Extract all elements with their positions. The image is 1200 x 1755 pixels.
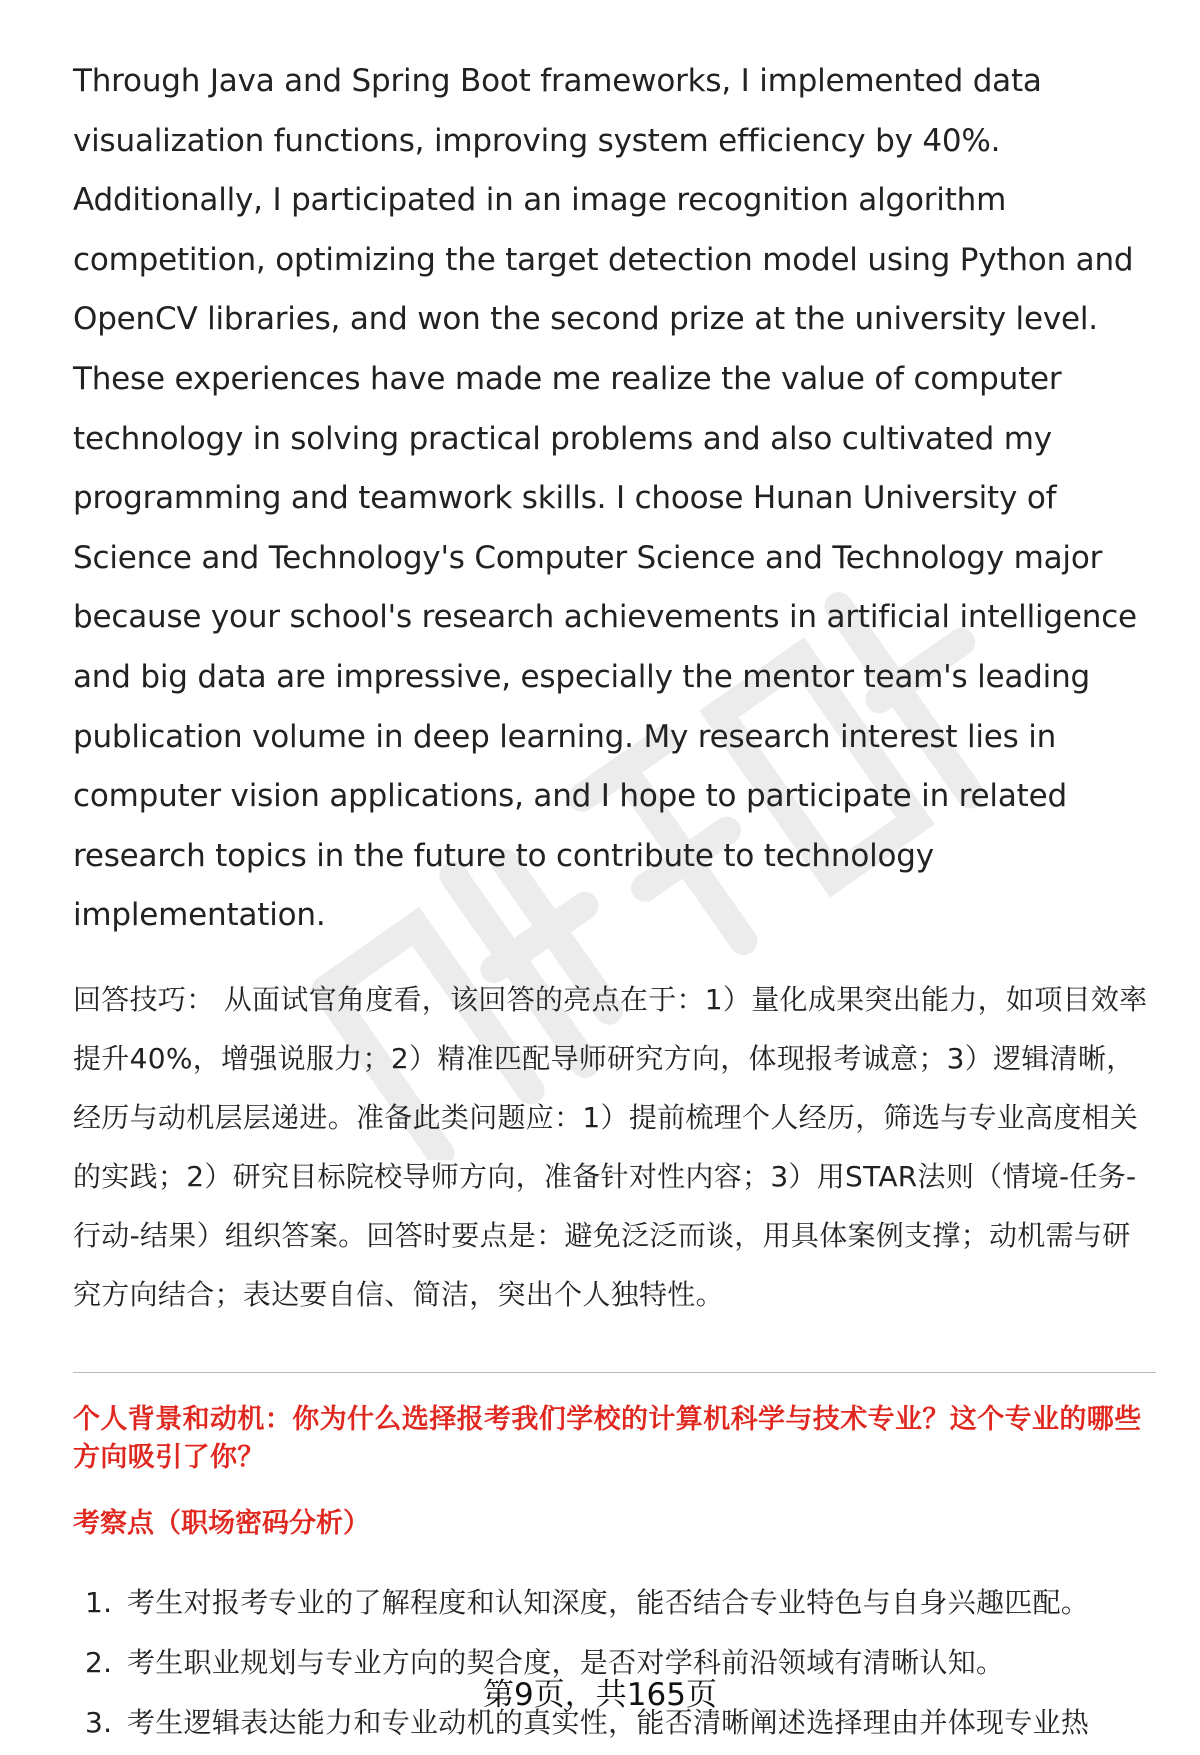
- page-number: 第9页，共165页: [483, 1677, 717, 1713]
- main-content: [73, 52, 1153, 1753]
- list-item-text: 考生对报考专业的了解程度和认知深度，能否结合专业特色与自身兴趣匹配。: [127, 1585, 1090, 1619]
- assessment-heading: 考察点（职场密码分析）: [73, 1507, 370, 1539]
- list-item-text: 考生职业规划与专业方向的契合度，是否对学科前沿领域有清晰认知。: [127, 1645, 1005, 1679]
- assessment-list: [73, 1573, 1153, 1753]
- question-title: 个人背景和动机：你为什么选择报考我们学校的计算机科学与技术专业？这个专业的哪些方向吸引了你？: [73, 1403, 1142, 1473]
- list-item-text: 考生逻辑表达能力和专业动机的真实性，能否清晰阐述选择理由并体现专业热: [127, 1705, 1090, 1739]
- list-item-number: 1.: [85, 1585, 113, 1619]
- answer-paragraph: Through Java and Spring Boot frameworks, I implemented data visualization functions, improving system efficiency by 40%. Additionally, I participated in an image recognition algorithm competition, optimizing the target detection model using Python and OpenCV libraries, and won the second prize at the university level. These experiences have made me realize the value of computer technology in solving practical problems and also cultivated my programming and teamwork skills. I choose Hunan University of Science and Technology's Computer Science and Technology major because your school's research achievements in artificial intelligence and big data are impressive, especially the mentor team's leading publication volume in deep learning. My research interest lies in computer vision applications, and I hope to participate in related research topics in the future to contribute to technology implementation.: [73, 63, 1137, 934]
- answer-tips-paragraph: 回答技巧： 从面试官角度看，该回答的亮点在于：1）量化成果突出能力，如项目效率提升40%，增强说服力；2）精准匹配导师研究方向，体现报考诚意；3）逻辑清晰，经历与动机层层递进。准备此类问题应：1）提前梳理个人经历，筛选与专业高度相关的实践；2）研究目标院校导师方向，准备针对性内容；3）用STAR法则（情境-任务-行动-结果）组织答案。回答时要点是：避免泛泛而谈，用具体案例支撑；动机需与研究方向结合；表达要自信、简洁，突出个人独特性。: [73, 982, 1148, 1311]
- list-item-number: 3.: [85, 1705, 113, 1739]
- list-item-number: 2.: [85, 1645, 113, 1679]
- list-item: [73, 1573, 1153, 1633]
- section-divider: [73, 1372, 1156, 1373]
